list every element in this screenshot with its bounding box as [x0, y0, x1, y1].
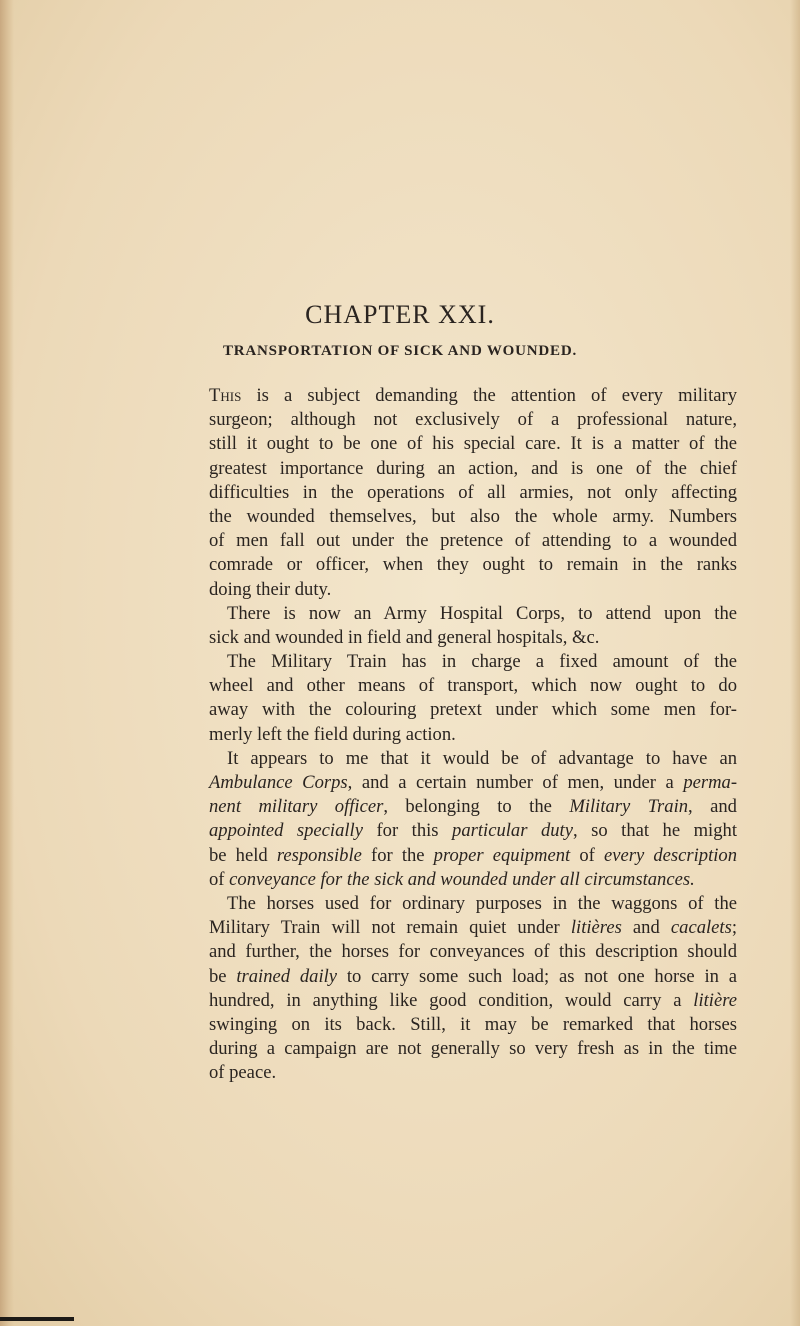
- page-corner-mark: [0, 1317, 74, 1321]
- text-line: It appears to me that it would be of advantage to have an: [227, 747, 737, 769]
- text-line: be held responsible for the proper equipment of every description: [209, 844, 737, 866]
- text-line: swinging on its back. Still, it may be remarked that horses: [209, 1013, 737, 1035]
- drop-word: This: [209, 385, 242, 406]
- text-line: the wounded themselves, but also the whole army. Numbers: [209, 505, 737, 527]
- text-line: wheel and other means of transport, which now ought to do: [209, 675, 737, 697]
- text-line: This is a subject demanding the attention of every military: [209, 385, 737, 406]
- text-line: Military Train will not remain quiet under litières and cacalets;: [209, 917, 737, 939]
- text-line: surgeon; although not exclusively of a professional nature,: [209, 409, 737, 431]
- text-line: difficulties in the operations of all armies, not only affecting: [209, 481, 737, 503]
- text-line: The horses used for ordinary purposes in the waggons of the: [227, 892, 737, 914]
- text-line: greatest importance during an action, and is one of the chief: [209, 457, 737, 479]
- text-line: of men fall out under the pretence of attending to a wounded: [209, 530, 737, 552]
- text-line: comrade or officer, when they ought to remain in the ranks: [209, 554, 737, 576]
- chapter-subtitle: TRANSPORTATION OF SICK AND WOUNDED.: [222, 343, 578, 359]
- page-gutter-shadow: [0, 0, 14, 1326]
- chapter-body: [209, 384, 737, 1085]
- text-line: nent military officer, belonging to the Military Train, and: [209, 796, 737, 818]
- text-line: and further, the horses for conveyances of this description should: [209, 941, 737, 963]
- text-line: during a campaign are not generally so very fresh as in the time: [209, 1038, 737, 1060]
- chapter-title: CHAPTER XXI.: [305, 300, 495, 329]
- text-line: Ambulance Corps, and a certain number of men, under a perma-: [209, 772, 738, 793]
- text-line: still it ought to be one of his special care. It is a matter of the: [209, 433, 737, 455]
- text-line: merly left the field during action.: [209, 723, 456, 745]
- text-line: of peace.: [209, 1062, 277, 1084]
- text-line: There is now an Army Hospital Corps, to attend upon the: [227, 602, 737, 624]
- text-line: of conveyance for the sick and wounded under all circumstances.: [209, 868, 695, 890]
- text-line: away with the colouring pretext under which some men for-: [209, 699, 737, 721]
- text-line: sick and wounded in field and general hospitals, &c.: [209, 626, 600, 648]
- text-line: be trained daily to carry some such load; as not one horse in a: [209, 965, 737, 987]
- text-line: doing their duty.: [209, 578, 332, 600]
- text-line: appointed specially for this particular duty, so that he might: [209, 820, 737, 842]
- text-line: The Military Train has in charge a fixed amount of the: [227, 651, 737, 673]
- page-edge-shadow: [790, 0, 800, 1326]
- text-line: hundred, in anything like good condition, would carry a litière: [209, 989, 737, 1011]
